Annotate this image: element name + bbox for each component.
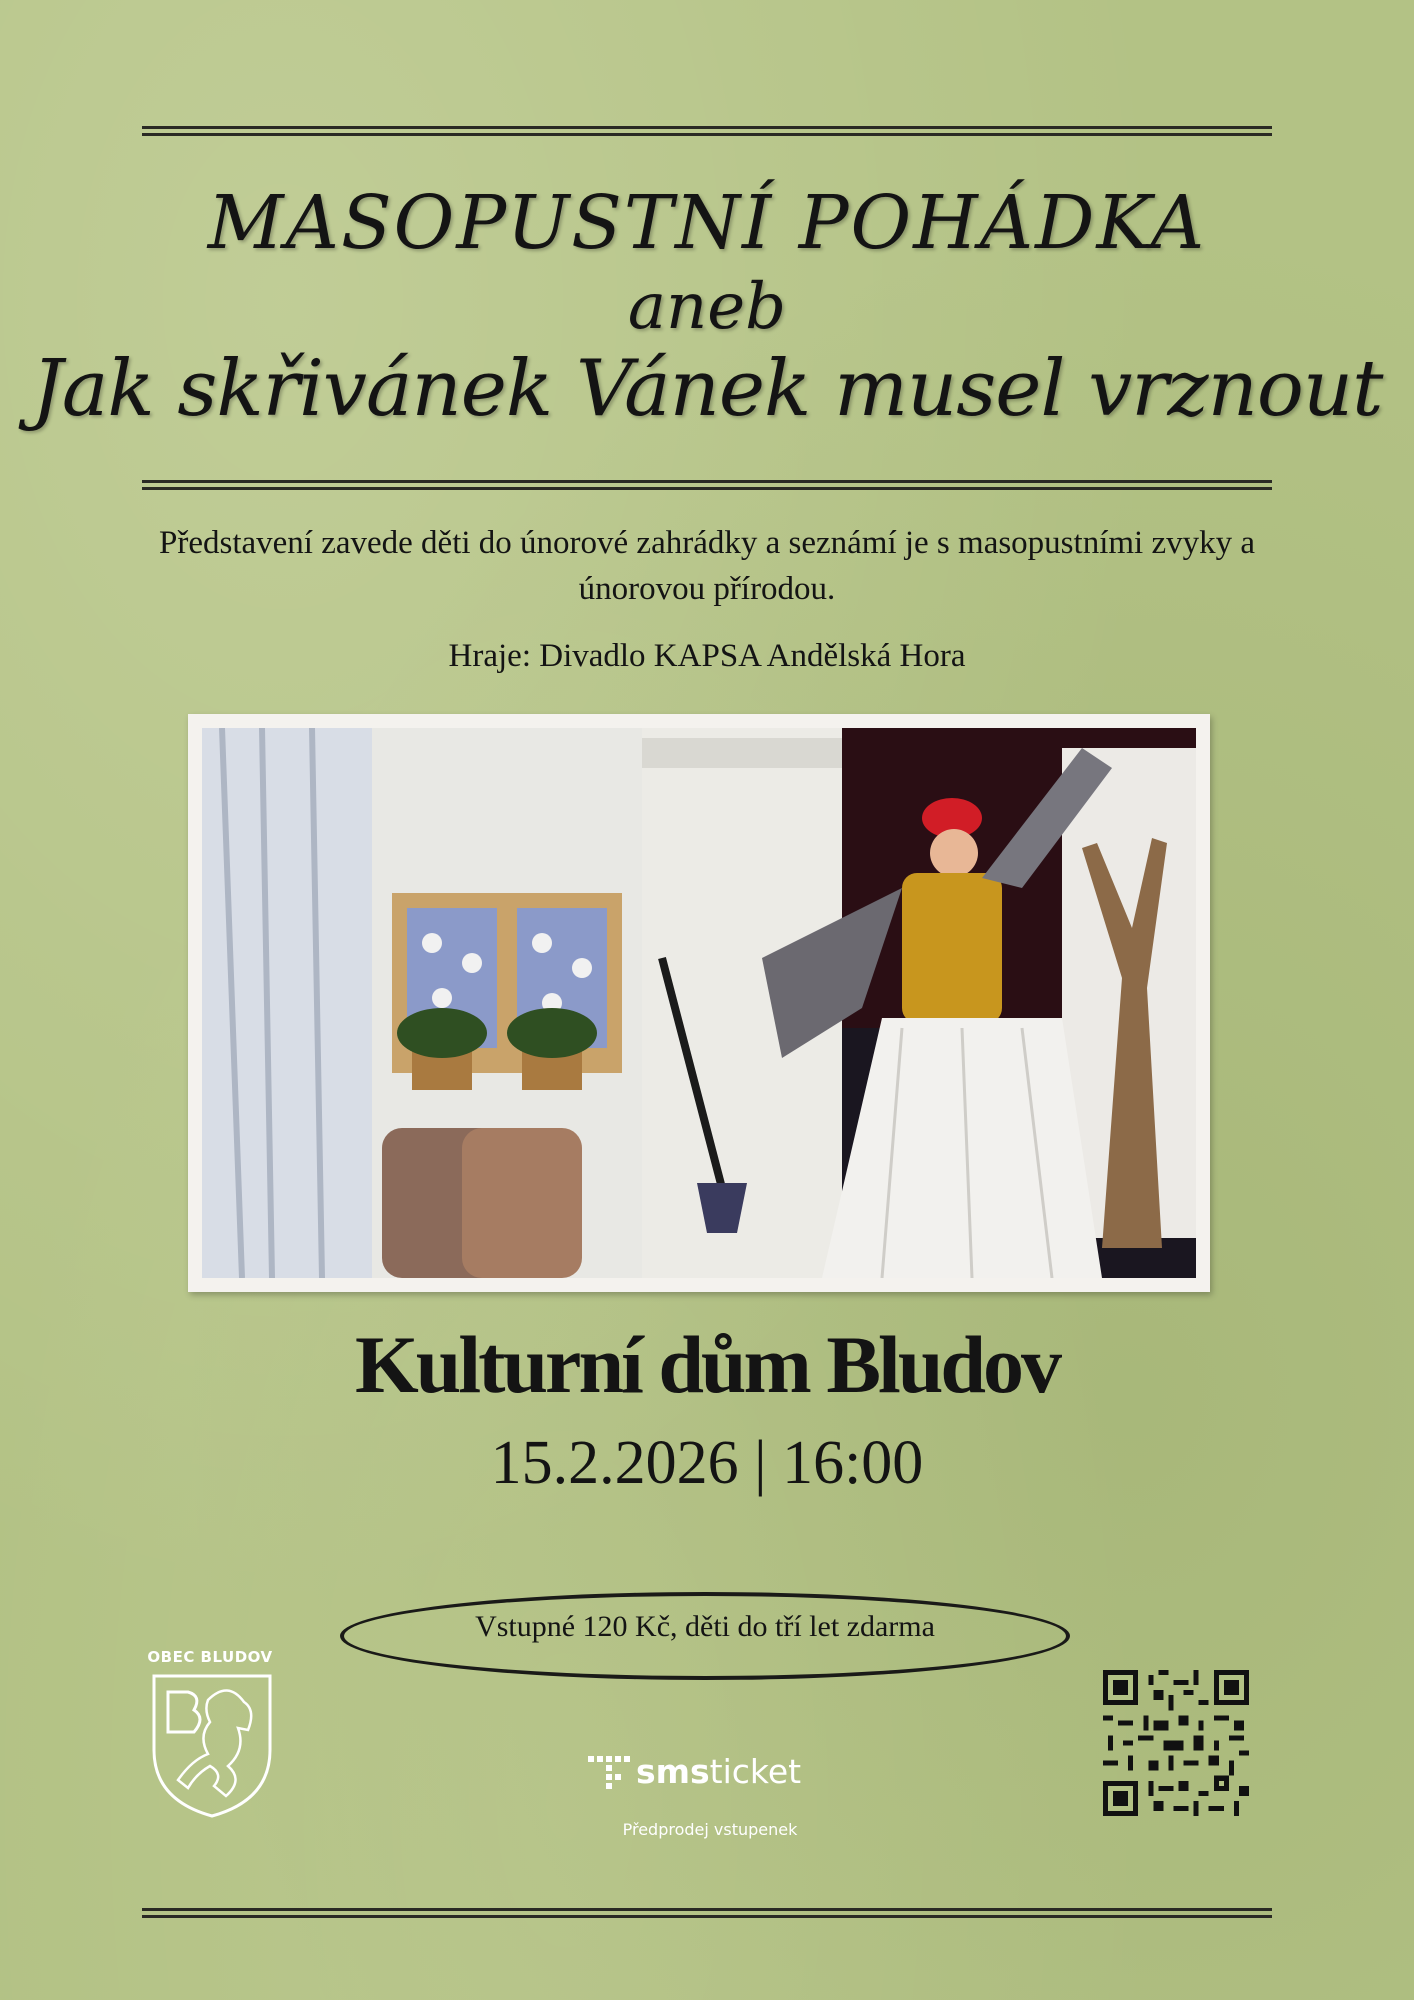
presale-label: Předprodej vstupenek bbox=[622, 1820, 798, 1839]
title-main: MASOPUSTNÍ POHÁDKA bbox=[207, 180, 1207, 266]
smsticket-brand-bold: sms bbox=[636, 1752, 710, 1791]
qr-code-icon[interactable] bbox=[1103, 1670, 1249, 1816]
bottom-rule bbox=[142, 1908, 1272, 1918]
title-rule bbox=[142, 480, 1272, 490]
event-photo bbox=[202, 728, 1196, 1278]
performer-line: Hraje: Divadlo KAPSA Andělská Hora bbox=[448, 638, 966, 674]
top-rule bbox=[142, 126, 1272, 136]
obec-bludov-label: OBEC BLUDOV bbox=[147, 1648, 273, 1666]
event-description: Představení zavede děti do únorové zahrádky a seznámí je s masopustními zvyky a únorovou přírodou. bbox=[159, 525, 1255, 607]
event-photo-frame bbox=[188, 714, 1210, 1292]
event-datetime: 15.2.2026 | 16:00 bbox=[490, 1429, 924, 1497]
smsticket-wordmark bbox=[636, 1752, 801, 1791]
title-connector: aneb bbox=[627, 270, 787, 344]
venue-name: Kulturní dům Bludov bbox=[354, 1319, 1060, 1410]
admission-text: Vstupné 120 Kč, děti do tří let zdarma bbox=[475, 1610, 935, 1643]
smsticket-brand-light: ticket bbox=[709, 1752, 802, 1791]
title-subtitle: Jak skřivánek Vánek musel vrznout bbox=[31, 344, 1383, 434]
bludov-crest-icon bbox=[148, 1670, 276, 1820]
